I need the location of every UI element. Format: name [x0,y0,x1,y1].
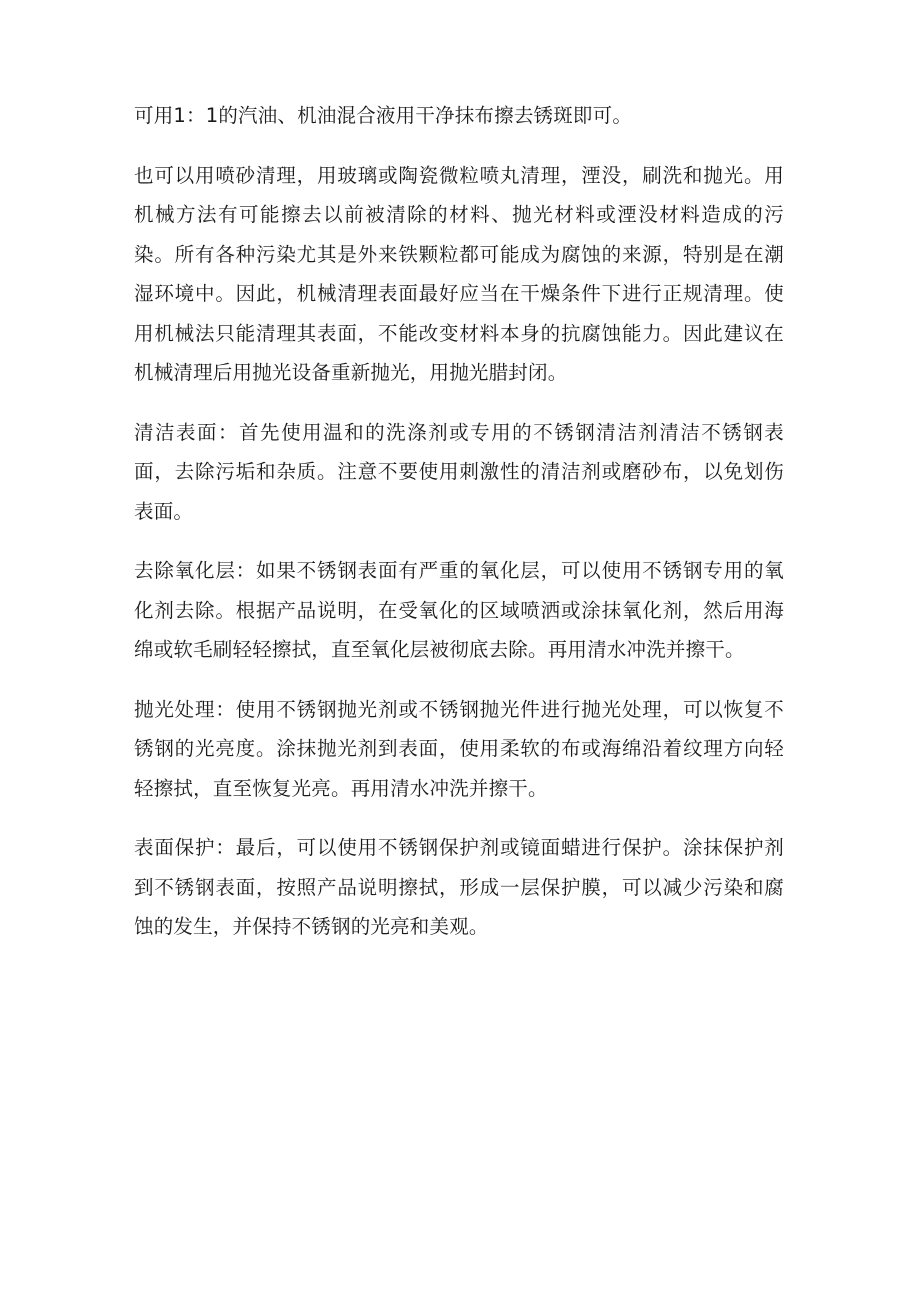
paragraph-polishing: 抛光处理：使用不锈钢抛光剂或不锈钢抛光件进行抛光处理，可以恢复不锈钢的光亮度。涂抹抛光剂到表面，使用柔软的布或海绵沿着纹理方向轻轻擦拭，直至恢复光亮。再用清水冲洗并擦干。 [134,697,784,800]
paragraph-surface-protection: 表面保护：最后，可以使用不锈钢保护剂或镜面蜡进行保护。涂抹保护剂到不锈钢表面，按照产品说明擦拭，形成一层保护膜，可以减少污染和腐蚀的发生，并保持不锈钢的光亮和美观。 [134,836,784,938]
paragraph-remove-oxide: 去除氧化层：如果不锈钢表面有严重的氧化层，可以使用不锈钢专用的氧化剂去除。根据产品说明，在受氧化的区域喷洒或涂抹氧化剂，然后用海绵或软毛刷轻轻擦拭，直至氧化层被彻底去除。再用清水冲洗并擦干。 [134,559,784,661]
paragraph-rust-removal: 可用1：1的汽油、机油混合液用干净抹布擦去锈斑即可。 [134,104,633,127]
document-body [134,96,784,967]
paragraph-mechanical-cleaning: 也可以用喷砂清理，用玻璃或陶瓷微粒喷丸清理，湮没，刷洗和抛光。用机械方法有可能擦去以前被清除的材料、抛光材料或湮没材料造成的污染。所有各种污染尤其是外来铁颗粒都可能成为腐蚀的来源，特别是在潮湿环境中。因此，机械清理表面最好应当在干燥条件下进行正规清理。使用机械法只能清理其表面，不能改变材料本身的抗腐蚀能力。因此建议在机械清理后用抛光设备重新抛光，用抛光腊封闭。 [134,163,784,384]
paragraph-clean-surface: 清洁表面：首先使用温和的洗涤剂或专用的不锈钢清洁剂清洁不锈钢表面，去除污垢和杂质。注意不要使用刺激性的清洁剂或磨砂布，以免划伤表面。 [134,420,784,523]
